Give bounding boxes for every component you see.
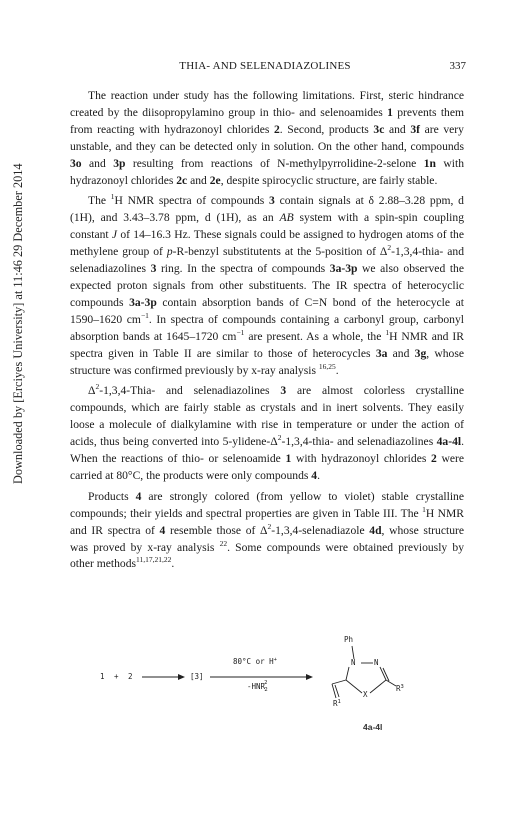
compound-ref: 3 [150,262,157,276]
compound-ref: 4 [135,489,142,503]
compound-ref: 4 [311,468,318,482]
text-run: The reaction under study has the following limitations. First, steric hindrance created by the diisopropylamino group in thio- and selenoamides [70,89,464,119]
text-run: -1,3,4-Thia- and selenadiazolines [99,384,281,398]
paragraph [70,88,464,189]
atom-r3-sup: 3 [400,684,404,690]
superscript: −1 [140,310,149,320]
compound-ref: 1 [285,452,292,466]
text-run: of 14–16.3 Hz. These signals could be assigned to hydrogen atoms of the methylene group of [70,228,464,259]
compound-ref: 3a-3p [129,295,157,309]
atom-r1-sup: 1 [337,699,341,705]
bond-c5-x [370,680,386,693]
text-run: contain signals at δ 2.88–3.28 ppm, d (1H), and 3.43–3.78 ppm, d (1H), as an [70,194,464,225]
atom-x: X [363,690,368,699]
superscript: 22 [219,538,228,548]
atom-r1 [333,699,341,709]
paragraph [70,193,464,379]
text-run: . Second, products [279,122,374,136]
text-run: Products [88,489,136,503]
arrow-1-head [178,674,185,680]
text-run: H NMR and IR spectra of [70,506,464,537]
plus-sign: + [114,672,119,681]
reaction-scheme [70,600,470,800]
condition-bottom-sup-digit: 2 [264,680,268,686]
superscript: 16,25 [318,361,336,371]
text-run: and [187,173,210,187]
compound-label: 4a-4l [363,722,383,732]
download-watermark: Downloaded by [Erciyes University] at 11:46 29 December 2014 [11,163,25,484]
superscript: 2 [277,433,282,443]
superscript: 2 [95,382,100,392]
compound-ref: 3f [410,122,420,136]
atom-r3 [396,684,404,694]
body-text [70,88,464,573]
condition-bottom [247,682,268,692]
compound-ref: 3 [280,384,287,398]
text-run: were carried at 80°C, the products were only compounds [70,452,465,482]
text-run: H NMR spectra of compounds [114,194,270,208]
text-run: system with a spin-spin coupling constant [70,211,464,242]
atom-n-right: N [374,658,379,667]
text-run: are very unstable, and they can be detected only in solution. On the other hand, compounds [70,122,464,153]
text-run: and [81,156,114,170]
scheme-lines [70,600,470,800]
text-run: . Some compounds were obtained previously by other methods [70,540,464,571]
text-run: Δ [88,384,96,398]
compound-ref: 3g [414,346,427,360]
text-run: . In spectra of compounds containing a carbonyl group, carbonyl absorption bands at 1645–1720 cm [70,312,464,343]
page-number: 337 [449,60,466,72]
compound-ref: 1 [387,105,393,119]
text-run: -1,3,4-selenadiazole [271,523,370,537]
compound-ref: 3p [113,156,126,170]
compound-ref: 4d [369,523,382,537]
superscript: 1 [385,327,390,337]
bond-n-c [346,667,349,680]
text-run: . When the reactions of thio- or selenoamide [70,435,465,466]
page-header [64,60,466,76]
superscript: 1 [110,192,115,202]
text-run: , despite spirocyclic structure, are fairly stable. [220,173,438,187]
compound-ref: 2 [431,452,437,466]
text-run: with hydrazonoyl chlorides [291,452,432,466]
paragraph [70,489,464,574]
condition-bottom-text: -HNR [247,682,266,691]
text-run: The [88,194,111,208]
text-run: , whose structure was confirmed previously by x-ray analysis [70,346,464,377]
text-run: are strongly colored (from yellow to violet) stable crystalline compounds; their yields and spectral properties are given in Table III. The [70,489,464,520]
superscript: 2 [267,521,272,531]
text-run: . [171,557,175,571]
running-title: THIA- AND SELENADIAZOLINES [179,60,351,72]
italic-text: AB [279,211,294,225]
italic-text: p [166,245,173,259]
text-run: are almost colorless crystalline compounds, which are fairly stable as crystals and in inert solvents. They easily loose a molecule of dialkylamine with rise in temperature or under the action of acids, thus being converted into 5-ylidene-Δ [70,384,465,449]
text-run: and [384,122,411,136]
intermediate-label: [3] [190,672,204,681]
text-run: contain absorption bands of C=N bond of the heterocycle at 1590–1620 cm [70,295,464,326]
condition-top-sup: + [273,657,277,663]
text-run: resulting from reactions of N-methylpyrrolidine-2-selone [125,156,424,170]
compound-ref: 2 [273,122,280,136]
atom-ph: Ph [344,635,354,644]
superscript: 11,17,21,22 [136,555,172,565]
text-run: H NMR and IR spectra given in Table II are similar to those of heterocycles [70,329,464,360]
superscript: −1 [236,327,245,337]
compound-ref: 2c [176,173,188,187]
compound-ref: 2e [209,173,221,187]
text-run: with hydrazonoyl chlorides [70,156,464,187]
paragraph [70,383,464,484]
superscript: 2 [387,243,392,253]
compound-ref: 3o [70,156,82,170]
atom-n-left: N [351,658,356,667]
italic-text: J [111,228,118,242]
bond-c5-r3 [386,680,396,686]
text-run: -1,3,4-thia- and selenadiazolines [70,245,464,276]
reactant-2-label: 2 [128,672,133,681]
superscript: 1 [422,504,426,514]
bond-c-x [346,680,362,693]
text-run: we also observed the expected proton signals from other substituents. The IR spectra of heterocyclic compounds [70,262,464,309]
compound-ref: 1n [423,156,436,170]
arrow-2-head [306,674,313,680]
condition-bottom-sub [264,680,268,693]
text-run: . [335,363,339,377]
condition-top [233,657,277,667]
text-run: -1,3,4-thia- and selenadiazolines [281,435,437,449]
compound-ref: 4a-4l [436,435,462,449]
text-run: . [317,468,320,482]
compound-ref: 3a-3p [329,262,358,276]
reactant-1-label: 1 [100,672,105,681]
condition-bottom-sub-digit: 2 [264,687,268,693]
atom-r3-letter: R [396,684,401,693]
text-run: and [387,346,415,360]
compound-ref: 3c [373,122,385,136]
text-run: -R-benzyl substitutents at the 5-position of Δ [172,245,388,259]
text-run: prevents them from reacting with hydrazonoyl chlorides [70,105,464,136]
text-run: ring. In the spectra of compounds [156,262,330,276]
compound-ref: 4 [159,523,166,537]
compound-ref: 3 [269,194,275,208]
condition-top-text: 80°C or H [233,657,274,666]
exocyclic-bond-1 [332,680,346,684]
compound-ref: 3a [375,346,388,360]
text-run: are present. As a whole, the [244,329,386,343]
atom-r1-letter: R [333,699,338,708]
text-run: resemble those of Δ [165,523,268,537]
text-run: , whose structure was proved by x-ray analysis [70,523,464,554]
